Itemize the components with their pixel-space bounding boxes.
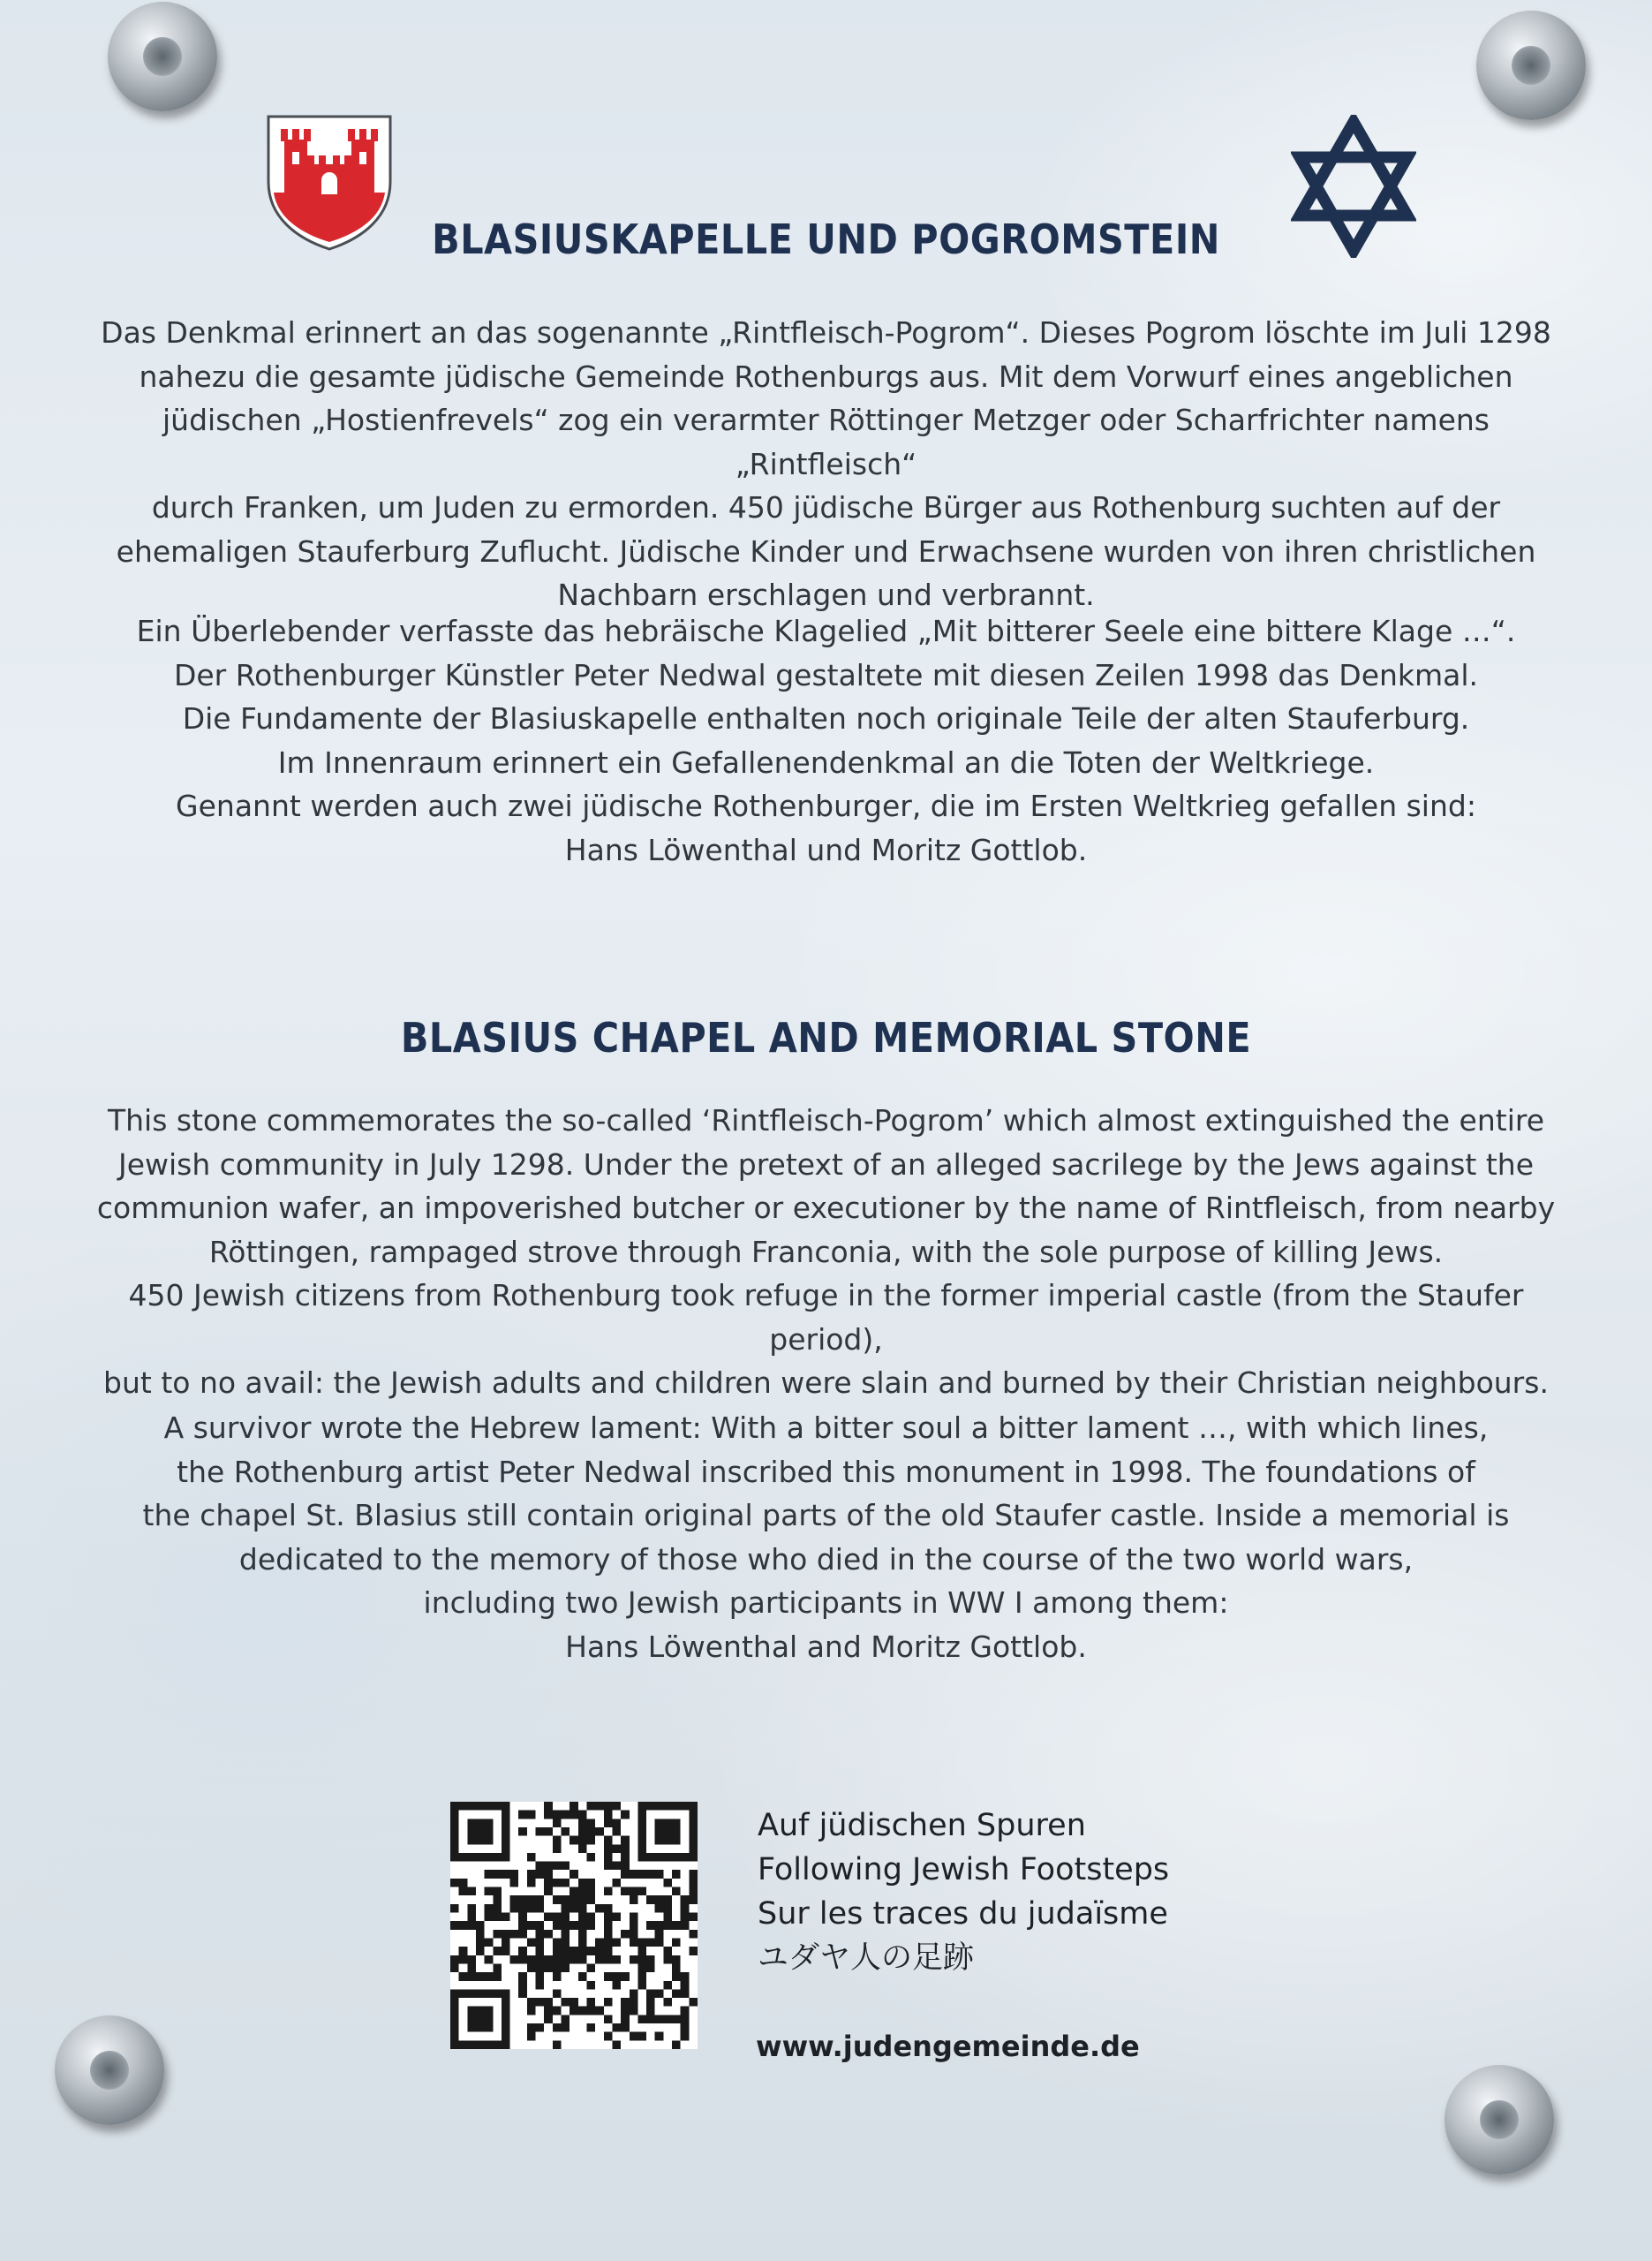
- german-paragraph-1: Das Denkmal erinnert an das sogenannte „Rintfleisch-Pogrom“. Dieses Pogrom löschte im Juli 1298 nahezu die gesamte jüdische Gemeinde Rothenburgs aus. Mit dem Vorwurf eines angeblichen jüdischen „Hostienfrevels“ zog ein verarmter Röttinger Metzger oder Scharfrichter namens „Rintfleisch“ durch Franken, um Juden zu ermorden. 450 jüdische Bürger aus Rothenburg suchten auf der ehemaligen Stauferburg Zuflucht. Jüdische Kinder und Erwachsene wurden von ihren christlichen Nachbarn erschlagen und verbrannt.: [101, 315, 1551, 612]
- mounting-screw-icon: [55, 2015, 164, 2125]
- website-link[interactable]: www.judengemeinde.de: [756, 2030, 1140, 2063]
- project-name-japanese: ユダヤ人の足跡: [758, 1940, 975, 1976]
- project-name-german: Auf jüdischen Spuren: [758, 1808, 1086, 1843]
- mounting-screw-icon: [1476, 11, 1586, 120]
- english-paragraph-2: A survivor wrote the Hebrew lament: With a bitter soul a bitter lament …, with which lines, the Rothenburg artist Peter Nedwal inscribed this monument in 1998. The foundations of the chapel St. Blasius still contain original parts of the old Staufer castle. Inside a memorial is dedicated to the memory of those who died in the course of the two world wars, including two Jewish participants in WW I among them: Hans Löwenthal and Moritz Gottlob.: [142, 1410, 1510, 1664]
- english-title: BLASIUS CHAPEL AND MEMORIAL STONE: [400, 1014, 1252, 1062]
- project-name-block: [758, 1804, 1169, 1980]
- project-name-french: Sur les traces du judaïsme: [758, 1896, 1168, 1932]
- project-name-english: Following Jewish Footsteps: [758, 1852, 1170, 1887]
- english-paragraph-1: This stone commemorates the so-called ‘Rintfleisch-Pogrom’ which almost extinguished the entire Jewish community in July 1298. Under the pretext of an alleged sacrilege by the Jews against the communion wafer, an impoverished butcher or executioner by the name of Rintfleisch, from nearby Röttingen, rampaged strove through Franconia, with the sole purpose of killing Jews. 450 Jewish citizens from Rothenburg took refuge in the former imperial castle (from the Staufer period), but to no avail: the Jewish adults and children were slain and burned by their Christian neighbours.: [96, 1103, 1556, 1400]
- qr-code-icon[interactable]: [450, 1802, 698, 2049]
- mounting-screw-icon: [108, 2, 217, 111]
- german-title: BLASIUSKAPELLE UND POGROMSTEIN: [432, 216, 1220, 263]
- mounting-screw-icon: [1445, 2065, 1554, 2174]
- german-paragraph-2: Ein Überlebender verfasste das hebräische Klagelied „Mit bitterer Seele eine bittere Klage …“. Der Rothenburger Künstler Peter Nedwal gestaltete mit diesen Zeilen 1998 das Denkmal. Die Fundamente der Blasiuskapelle enthalten noch originale Teile der alten Stauferburg. Im Innenraum erinnert ein Gefallenendenkmal an die Toten der Weltkriege. Genannt werden auch zwei jüdische Rothenburger, die im Ersten Weltkrieg gefallen sind: Hans Löwenthal und Moritz Gottlob.: [136, 614, 1516, 867]
